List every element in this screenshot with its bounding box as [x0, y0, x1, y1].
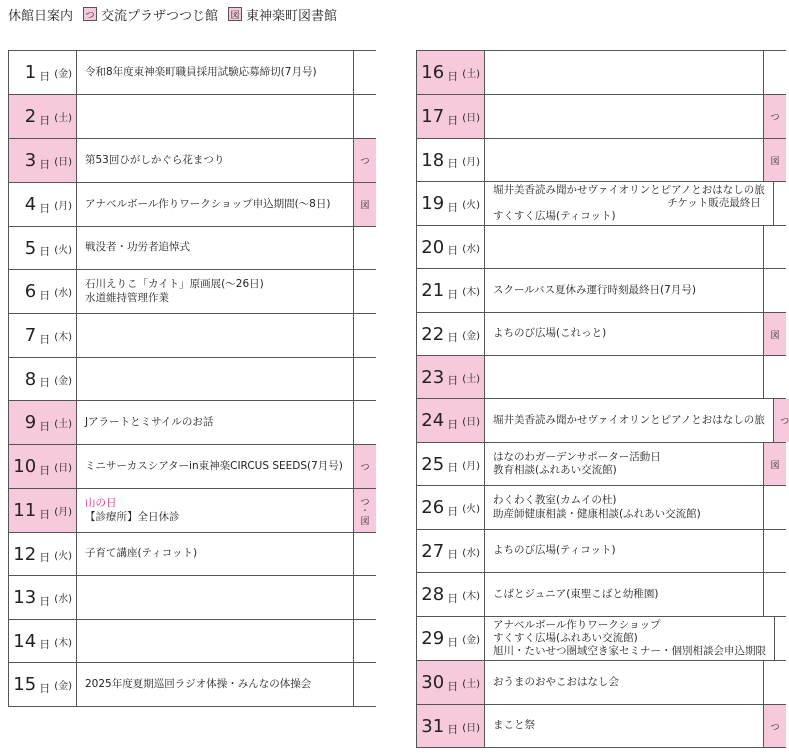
event-text: 子育て講座(ティコット) [85, 547, 198, 560]
events-cell [77, 445, 354, 488]
calendar-day-row [417, 182, 786, 226]
calendar-day-row [9, 183, 376, 227]
day-number: 8 [24, 368, 37, 390]
events-cell [485, 51, 764, 94]
day-suffix: 日 [39, 594, 51, 608]
events-cell [77, 139, 354, 182]
day-cell [417, 139, 485, 181]
day-suffix: 日 [447, 157, 459, 170]
facility-closed-cell [354, 95, 376, 138]
events-cell [485, 486, 764, 529]
facility-closed-cell [354, 620, 376, 662]
day-suffix: 日 [447, 374, 459, 387]
day-number: 24 [421, 410, 445, 431]
calendar-day-row [417, 95, 786, 139]
day-cell [417, 226, 485, 268]
events-cell [77, 533, 354, 575]
day-suffix: 日 [447, 331, 459, 344]
events-cell [77, 358, 354, 400]
facility-closed-cell [764, 95, 786, 138]
event-text: アナベルボール作りワークショップ申込期間(～8日) [85, 197, 331, 210]
weekday-label: (金) [462, 330, 480, 342]
facility-closed-cell [354, 314, 376, 357]
day-number: 13 [13, 587, 37, 608]
events-cell [485, 356, 764, 398]
facility-closed-cell [775, 617, 789, 660]
day-suffix: 日 [447, 679, 459, 693]
events-cell [77, 270, 354, 313]
day-suffix: 日 [447, 548, 459, 561]
weekday-label: (木) [54, 637, 72, 649]
calendar-day-row [417, 399, 789, 443]
event-text: ミニサーカスシアターin東神楽CIRCUS SEEDS(7月号) [85, 459, 343, 472]
weekday-label: (火) [462, 200, 480, 211]
weekday-label: (月) [462, 156, 480, 168]
event-text: 石川えりこ「カイト」原画展(～26日) [85, 278, 264, 291]
day-number: 11 [13, 500, 37, 521]
events-cell [485, 139, 764, 181]
calendar-day-row [417, 661, 786, 705]
day-number: 1 [24, 62, 37, 83]
facility-closed-cell [764, 443, 786, 485]
calendar-right-column [416, 50, 789, 748]
facility-closed-cell [774, 182, 789, 225]
library-badge-icon: 図 [228, 7, 242, 21]
events-cell [485, 269, 764, 312]
day-suffix: 日 [39, 638, 51, 651]
facility-closed-mark: 図 [770, 460, 780, 471]
facility-closed-cell [354, 227, 376, 269]
facility-closed-cell [354, 183, 376, 226]
facility-closed-cell [354, 663, 376, 706]
event-text: はなのわガーデンサポーター活動日 [493, 450, 661, 463]
calendar-day-row [9, 270, 376, 314]
day-number: 29 [421, 628, 445, 649]
facility-closed-cell [354, 270, 376, 313]
calendar-day-row [417, 356, 786, 399]
weekday-label: (土) [462, 69, 480, 80]
day-number: 12 [13, 543, 37, 565]
day-number: 7 [24, 325, 37, 346]
day-suffix: 日 [39, 245, 51, 258]
events-cell [77, 95, 354, 138]
weekday-label: (木) [462, 287, 480, 298]
day-cell [9, 270, 77, 313]
day-number: 4 [24, 194, 37, 215]
day-suffix: 日 [39, 419, 51, 433]
weekday-label: (水) [54, 288, 72, 299]
events-cell [485, 182, 774, 225]
facility-closed-cell [764, 661, 786, 704]
calendar-day-row [9, 576, 376, 620]
calendar-day-row [9, 227, 376, 270]
calendar-day-row [9, 95, 376, 139]
weekday-label: (水) [462, 547, 480, 559]
day-suffix: 日 [39, 157, 51, 171]
day-number: 30 [421, 672, 445, 693]
weekday-label: (日) [462, 113, 480, 124]
facility-closed-mark: つ [770, 113, 780, 123]
weekday-label: (日) [54, 157, 72, 168]
day-number: 22 [421, 323, 445, 345]
weekday-label: (土) [54, 419, 72, 430]
day-cell [9, 576, 77, 619]
legend-label-library: 東神楽町図書館 [246, 8, 338, 24]
event-text: 旭川・たいせつ圏域空き家セミナー・個別相談会申込期限 [493, 645, 766, 658]
day-suffix: 日 [447, 504, 459, 518]
day-number: 27 [421, 540, 445, 562]
calendar-left-column [8, 50, 376, 707]
day-cell [417, 95, 485, 138]
day-suffix: 日 [447, 591, 459, 605]
weekday-label: (土) [462, 373, 480, 385]
day-suffix: 日 [39, 332, 51, 346]
day-number: 28 [421, 584, 445, 605]
facility-closed-mark: つ [360, 497, 370, 508]
event-text: すくすく広場(ふれあい交流館) [493, 631, 638, 644]
day-cell [9, 95, 77, 138]
facility-closed-mark: つ [780, 417, 789, 427]
day-cell [9, 139, 77, 182]
calendar-day-row [9, 314, 376, 358]
day-cell [417, 269, 485, 312]
event-text: まこと祭 [493, 719, 535, 732]
day-cell [9, 358, 77, 400]
day-cell [417, 356, 485, 398]
event-text: 助産師健康相談・健康相談(ふれあい交流館) [493, 507, 701, 520]
day-suffix: 日 [39, 113, 51, 127]
day-suffix: 日 [39, 681, 51, 695]
calendar-day-row [417, 530, 786, 573]
event-text: Jアラートとミサイルのお話 [85, 415, 214, 428]
weekday-label: (月) [54, 201, 72, 212]
day-cell [417, 443, 485, 485]
weekday-label: (水) [54, 594, 72, 605]
event-text: 【診療所】全日休診 [85, 510, 180, 523]
calendar-day-row [417, 573, 786, 617]
facility-closed-cell [354, 139, 376, 182]
events-cell [485, 661, 764, 704]
calendar-day-row [417, 269, 786, 313]
events-cell [485, 226, 764, 268]
day-cell [9, 620, 77, 662]
weekday-label: (金) [462, 635, 480, 646]
events-cell [77, 227, 354, 269]
day-suffix: 日 [39, 507, 51, 521]
weekday-label: (日) [462, 722, 480, 734]
day-suffix: 日 [39, 463, 51, 477]
event-text: 2025年度夏期巡回ラジオ体操・みんなの体操会 [85, 677, 312, 690]
events-cell [77, 576, 354, 619]
day-number: 25 [421, 453, 445, 475]
weekday-label: (水) [462, 243, 480, 255]
facility-closed-cell [354, 445, 376, 488]
event-text: アナベルボール作りワークショップ [493, 618, 661, 631]
calendar-day-row [417, 313, 786, 356]
weekday-label: (木) [462, 591, 480, 602]
day-cell [9, 663, 77, 706]
event-text: スクールバス夏休み運行時刻最終日(7月号) [493, 283, 696, 296]
events-cell [485, 443, 764, 485]
weekday-label: (日) [462, 417, 480, 428]
calendar-day-row [9, 139, 376, 183]
event-text: すくすく広場(ティコット) [493, 210, 616, 223]
facility-closed-mark: 図 [770, 330, 780, 341]
facility-closed-cell [764, 486, 786, 529]
calendar-day-row [9, 663, 376, 707]
day-cell [417, 313, 485, 355]
day-cell [417, 530, 485, 572]
facility-closed-cell [764, 226, 786, 268]
weekday-label: (金) [54, 681, 72, 692]
separator-dot: ・ [361, 505, 369, 515]
events-cell [77, 620, 354, 662]
day-number: 2 [24, 106, 37, 127]
facility-closed-cell [354, 576, 376, 619]
weekday-label: (日) [54, 463, 72, 474]
calendar-day-row [9, 533, 376, 576]
facility-closed-cell [354, 533, 376, 575]
day-cell [9, 401, 77, 444]
facility-closed-cell [764, 530, 786, 572]
legend-title: 休館日案内 [8, 8, 74, 24]
day-suffix: 日 [447, 69, 459, 83]
events-cell [77, 51, 354, 94]
calendar-day-row [417, 486, 786, 530]
legend-label-tsutsuji: 交流プラザつつじ館 [101, 8, 219, 24]
events-cell [485, 530, 764, 572]
day-number: 9 [24, 412, 37, 433]
facility-closed-cell [764, 313, 786, 355]
calendar-day-row [417, 617, 786, 661]
calendar-day-row [9, 51, 376, 95]
day-suffix: 日 [447, 113, 459, 127]
weekday-label: (金) [54, 69, 72, 80]
legend [8, 4, 347, 24]
day-suffix: 日 [39, 376, 51, 389]
day-suffix: 日 [447, 635, 459, 649]
day-suffix: 日 [447, 287, 459, 301]
calendar-day-row [9, 401, 376, 445]
event-text: 戦没者・功労者追悼式 [85, 241, 190, 254]
event-text: よちのび広場(ティコット) [493, 544, 616, 557]
day-suffix: 日 [39, 201, 51, 215]
events-cell [485, 705, 764, 747]
facility-closed-cell [764, 139, 786, 181]
weekday-label: (金) [54, 375, 72, 387]
day-number: 6 [24, 281, 37, 302]
day-number: 17 [421, 106, 445, 127]
day-number: 16 [421, 62, 445, 83]
facility-closed-cell [764, 269, 786, 312]
day-cell [9, 227, 77, 269]
events-cell [485, 573, 764, 616]
event-text: こばとジュニア(東聖こばと幼稚園) [493, 587, 659, 600]
facility-closed-mark: つ [770, 722, 780, 733]
day-number: 20 [421, 236, 445, 258]
facility-closed-mark: 図 [360, 516, 370, 527]
day-suffix: 日 [447, 200, 459, 214]
day-suffix: 日 [39, 551, 51, 564]
events-cell [485, 95, 764, 138]
event-text: 堀井美香読み聞かせヴァイオリンとピアノとおはなしの旅 [493, 183, 765, 196]
calendar-day-row [417, 226, 786, 269]
facility-closed-mark: 図 [770, 156, 780, 167]
calendar-day-row [417, 139, 786, 182]
day-cell [9, 489, 77, 532]
day-number: 26 [421, 497, 445, 518]
facility-closed-cell [764, 573, 786, 616]
day-suffix: 日 [447, 244, 459, 257]
day-cell [9, 445, 77, 488]
weekday-label: (土) [462, 679, 480, 690]
calendar-day-row [417, 51, 786, 95]
day-number: 18 [421, 149, 445, 171]
event-text: チケット販売最終日 [667, 196, 761, 209]
day-suffix: 日 [39, 69, 51, 83]
day-cell [9, 51, 77, 94]
weekday-label: (木) [54, 332, 72, 343]
day-cell [417, 617, 485, 660]
day-number: 5 [24, 237, 37, 259]
events-cell [485, 399, 774, 442]
events-cell [77, 183, 354, 226]
facility-closed-cell [354, 489, 376, 532]
weekday-label: (月) [54, 507, 72, 518]
facility-closed-mark: つ [360, 157, 370, 167]
day-suffix: 日 [39, 288, 51, 302]
calendar-day-row [9, 358, 376, 401]
day-number: 21 [421, 280, 445, 301]
day-cell [9, 314, 77, 357]
day-cell [417, 573, 485, 616]
day-cell [417, 51, 485, 94]
event-text: よちのび広場(これっと) [493, 327, 607, 340]
day-cell [417, 705, 485, 747]
event-text: 水道維持管理作業 [85, 291, 169, 304]
weekday-label: (土) [54, 113, 72, 124]
day-cell [417, 486, 485, 529]
events-cell [485, 313, 764, 355]
day-number: 31 [421, 715, 445, 737]
facility-closed-mark: 図 [360, 201, 370, 211]
day-number: 19 [421, 193, 445, 214]
facility-closed-cell [354, 358, 376, 400]
calendar-day-row [417, 705, 786, 748]
day-suffix: 日 [447, 723, 459, 736]
events-cell [485, 617, 775, 660]
day-cell [9, 183, 77, 226]
calendar-day-row [9, 489, 376, 533]
weekday-label: (火) [54, 550, 72, 562]
day-number: 14 [13, 630, 37, 652]
calendar-day-row [417, 443, 786, 486]
event-text: 山の日 [85, 497, 117, 510]
events-cell [77, 401, 354, 444]
day-number: 15 [13, 674, 37, 695]
event-text: 教育相談(ふれあい交流館) [493, 464, 617, 476]
calendar-day-row [9, 620, 376, 663]
calendar-day-row [9, 445, 376, 489]
events-cell [77, 663, 354, 706]
day-cell [417, 661, 485, 704]
weekday-label: (火) [54, 244, 72, 256]
facility-closed-mark: つ [360, 463, 370, 473]
tsutsuji-badge-icon: つ [83, 7, 97, 21]
facility-closed-cell [764, 51, 786, 94]
event-text: 令和8年度東神楽町職員採用試験応募締切(7月号) [85, 65, 317, 78]
event-text: おうまのおやこおはなし会 [493, 675, 619, 688]
events-cell [77, 489, 354, 532]
day-suffix: 日 [447, 461, 459, 474]
weekday-label: (火) [462, 504, 480, 515]
facility-closed-cell [354, 51, 376, 94]
facility-closed-cell [774, 399, 789, 442]
day-cell [417, 182, 485, 225]
events-cell [77, 314, 354, 357]
facility-closed-cell [764, 356, 786, 398]
event-text: 堀井美香読み聞かせヴァイオリンとピアノとおはなしの旅 [493, 413, 765, 426]
day-cell [417, 399, 485, 442]
facility-closed-cell [764, 705, 786, 747]
day-number: 10 [13, 456, 37, 477]
event-text: 第53回ひがしかぐら花まつり [85, 153, 225, 166]
day-suffix: 日 [447, 417, 459, 431]
day-number: 23 [421, 366, 445, 388]
day-cell [9, 533, 77, 575]
event-text: わくわく教室(カムイの杜) [493, 494, 617, 507]
facility-closed-cell [354, 401, 376, 444]
weekday-label: (月) [462, 460, 480, 472]
day-number: 3 [24, 150, 37, 171]
